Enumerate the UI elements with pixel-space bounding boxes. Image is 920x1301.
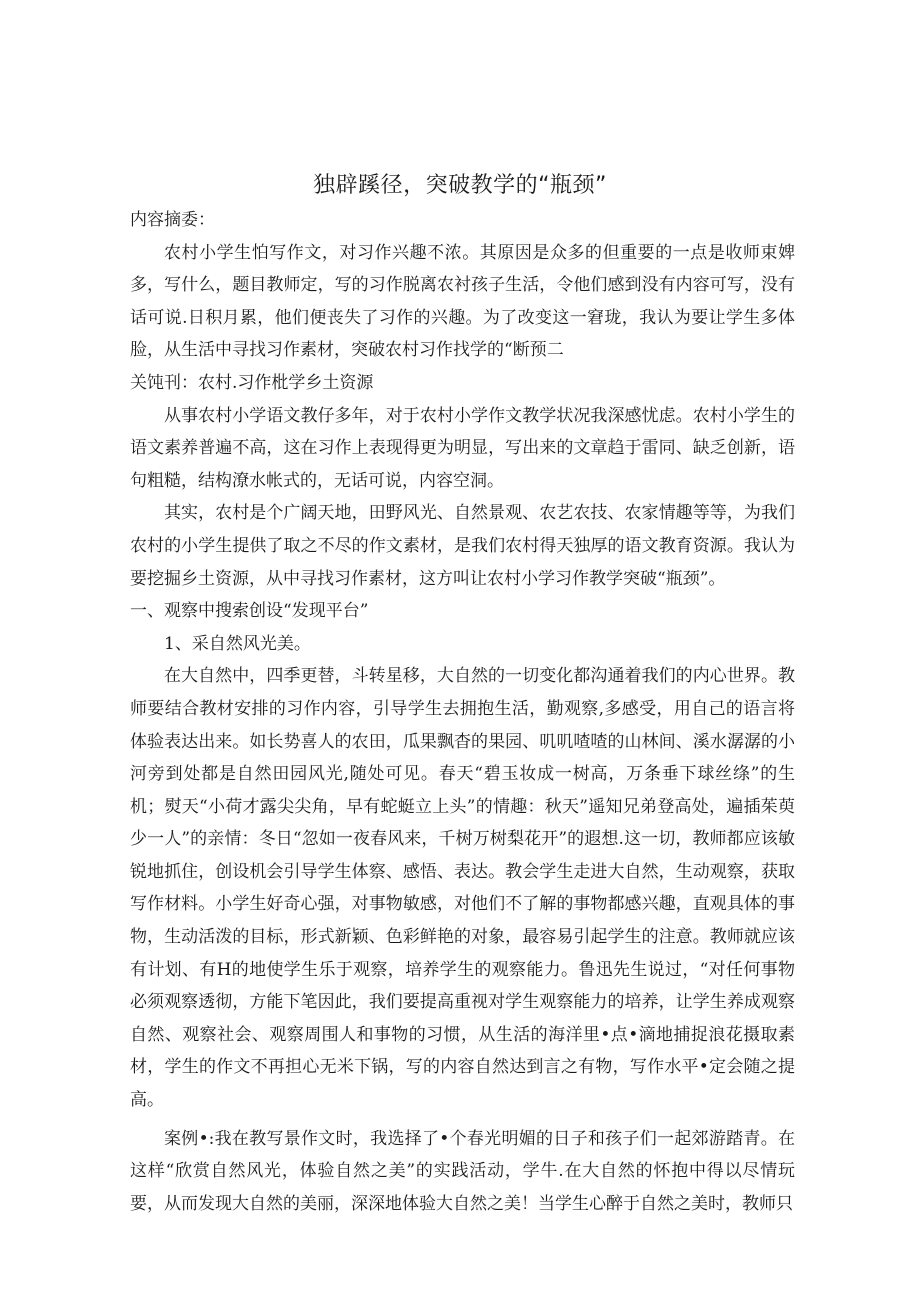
document-title: 独辟蹊径，突破教学的“瓶颈”: [313, 173, 607, 198]
abstract-heading: 内容摘委：: [130, 210, 215, 230]
body-paragraph: 其实，农村是个广阔天地，田野风光、自然景观、农艺农技、农家情趣等等，为我们农村的小学生提供了取之不尽的作文素材，是我们农村得天独厚的语文教育资源。我认为要挖掘乡土资源，从中寻找习作素材，这方叫让农村小学习作教学突破“瓶颈”。: [130, 503, 795, 589]
body-paragraph: 从事农村小学语文教仔多年，对于农村小学作文教学状况我深感忧虑。农村小学生的语文素养普遍不高，这在习作上表现得更为明显，写出来的文章趋于雷同、缺乏创新，语句粗糙，结构潦水帐式的，无话可说，内容空洞。: [130, 405, 795, 491]
abstract-paragraph: 农村小学生怕写作文，对习作兴趣不浓。其原因是众多的但重要的一点是收师束婢多，写什么，题目教师定，写的习作脱离农衬孩子生活，令他们感到没有内容可写，没有话可说.日积月累，他们便丧失了习作的兴趣。为了改变这一窘珑，我认为要让学生多体脸，从生活中寻找习作素材，突破农村习作找学的“断预二: [130, 242, 795, 361]
document-body: [130, 204, 795, 1220]
case-paragraph: 案例•:我在教写景作文时，我选择了•个春光明媚的日子和孩子们一起郊游踏青。在这样“欣赏自然风光，体验自然之美”的实践活动，学牛.在大自然的怀抱中得以尽情玩要，从而发现大自然的美丽，深深地体验大自然之美！当学生心醉于自然之美时，教师只: [130, 1128, 795, 1214]
subsection-heading: 1、采自然风光美。: [164, 633, 311, 654]
body-paragraph: 在大自然中，四季更替，斗转星移，大自然的一切变化都沟通着我们的内心世界。教师要结合教材安排的习作内容，引导学生去拥抱生活，勤观察,多感受，用自己的语言将体验表达出来。如长势喜人的农田，瓜果飘杳的果园、叽叽喳喳的山林间、溪水潺潺的小河旁到处都是自然田园风光,随处可见。春天“碧玉妆成一树高，万条垂下球丝绦”的生机；熨天“小荷才露尖尖角，早有蛇蜓立上头”的情趣：秋天”遥知兄弟登高处，遍插茱萸少一人”的亲情：冬日“忽如一夜春风来，千树万树梨花开”的遐想.这一切，教师都应该敏锐地抓住，创设机会引导学生体察、感悟、表达。教会学生走进大自然，生动观察，获取写作材料。小学生好奇心强，对事物敏感，对他们不了解的事物都感兴趣，直观具体的事物，生动活泼的目标，形式新颖、色彩鲜艳的对象，最容易引起学生的注意。教师就应该有计划、有H的地使学生乐于观察，培养学生的观察能力。鲁迅先生说过，“对任何事物必须观察透彻，方能下笔因此，我们要提高重视对学生观察能力的培养，让学生养成观察自然、观察社会、观察周围人和事物的习惯，从生活的海洋里•点•滴地捕捉浪花摄取素材，学生的作文不再担心无米下锅，写的内容自然达到言之有物，写作水平•定会随之提高。: [130, 666, 795, 1111]
section-heading: 一、观察中搜索创设“发现平台”: [130, 601, 369, 622]
keywords-line: 关饨刊：农村.习作枇学乡土资源: [130, 372, 374, 393]
